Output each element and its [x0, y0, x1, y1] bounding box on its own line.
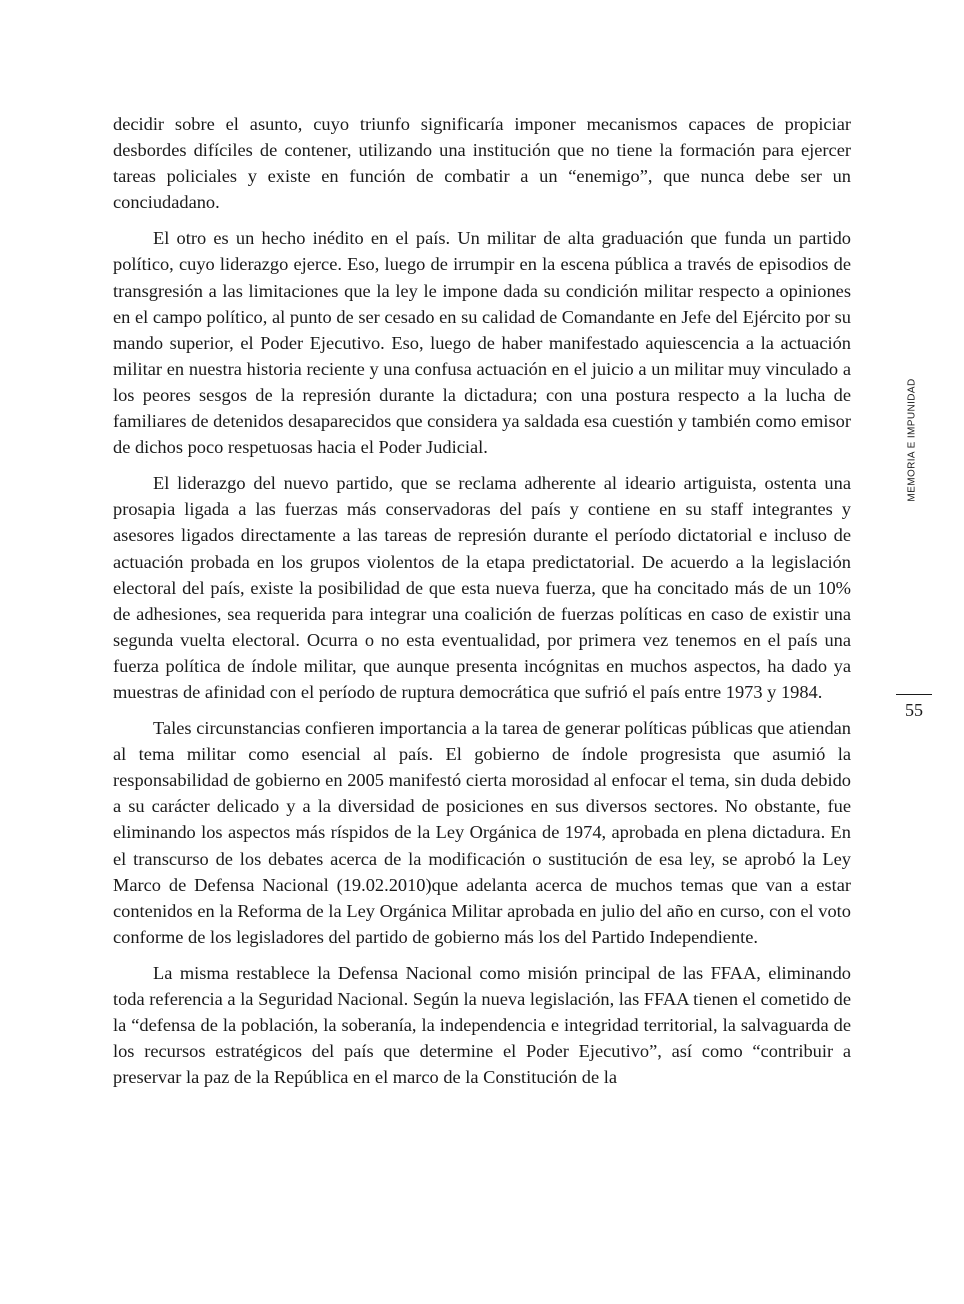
body-text: [113, 111, 851, 1100]
paragraph-continuation: decidir sobre el asunto, cuyo triunfo significaría imponer mecanismos capaces de propiciar desbordes difíciles de contener, utilizando una institución que no tiene la formación para ejercer tareas policiales y existe en función de combatir a un “enemigo”, que nunca debe ser un conciudadano.: [113, 114, 851, 213]
paragraph: La misma restablece la Defensa Nacional como misión principal de las FFAA, eliminando toda referencia a la Seguridad Nacional. Según la nueva legislación, las FFAA tienen el cometido de la “defensa de la población, la soberanía, la independencia e integridad territorial, la salvaguarda de los recursos estratégicos del país que determine el Poder Ejecutivo”, así como “contribuir a preservar la paz de la República en el marco de la Constitución de la: [113, 962, 851, 1088]
paragraph: Tales circunstancias confieren importancia a la tarea de generar políticas públicas que atiendan al tema militar como esencial al país. El gobierno de índole progresista que asumió la responsabilidad de gobierno en 2005 manifestó cierta morosidad al enfocar el tema, sin duda debido a su carácter delicado y a la diversidad de posiciones en sus diversos sectores. No obstante, fue eliminando los aspectos más ríspidos de la Ley Orgánica de 1974, aprobada en plena dictadura. En el transcurso de los debates acerca de la modificación o sustitución de esa ley, se aprobó la Ley Marco de Defensa Nacional (19.02.2010)que adelanta acerca de muchos temas que van a estar contenidos en la Reforma de la Ley Orgánica Militar aprobada en julio del año en curso, con el voto conforme de los legisladores del partido de gobierno más los del Partido Independiente.: [113, 718, 851, 947]
page-number: 55: [905, 700, 923, 720]
running-head: MEMORIA E IMPUNIDAD: [906, 378, 918, 502]
paragraph: El otro es un hecho inédito en el país. Un militar de alta graduación que funda un partido político, cuyo liderazgo ejerce. Eso, luego de irrumpir en la escena pública a través de episodios de transgresión a las limitaciones que la ley le impone dada su condición militar respecto a opiniones en el campo político, al punto de ser cesado en su calidad de Comandante en Jefe del Ejército por su mando superior, el Poder Ejecutivo. Eso, luego de haber manifestado aquiescencia a la actuación militar en nuestra historia reciente y una confusa actuación en el juicio a un militar muy vinculado a los peores sesgos de la represión durante la dictadura; con una postura respecto a la lucha de familiares de detenidos desaparecidos que considera ya saldada esa cuestión y también como emisor de dichos poco respetuosas hacia el Poder Judicial.: [113, 228, 851, 458]
paragraph: El liderazgo del nuevo partido, que se reclama adherente al ideario artiguista, ostenta una prosapia ligada a las fuerzas más conservadoras del país y contiene en su staff integrantes y asesores ligados directamente a las tareas de represión durante el período dictatorial e incluso de actuación probada en los grupos violentos de la etapa predictatorial. De acuerdo a la legislación electoral del país, existe la posibilidad de que esta nueva fuerza, que ha concitado más de un 10% de adhesiones, sea requerida para integrar una coalición de fuerzas políticas en caso de existir una segunda vuelta electoral. Ocurra o no esta eventualidad, por primera vez tenemos en el país una fuerza política de índole militar, que aunque presenta incógnitas en muchos aspectos, ha dado ya muestras de afinidad con el período de ruptura democrática que sufrió el país entre 1973 y 1984.: [113, 473, 851, 702]
folio-rule: [896, 694, 932, 695]
